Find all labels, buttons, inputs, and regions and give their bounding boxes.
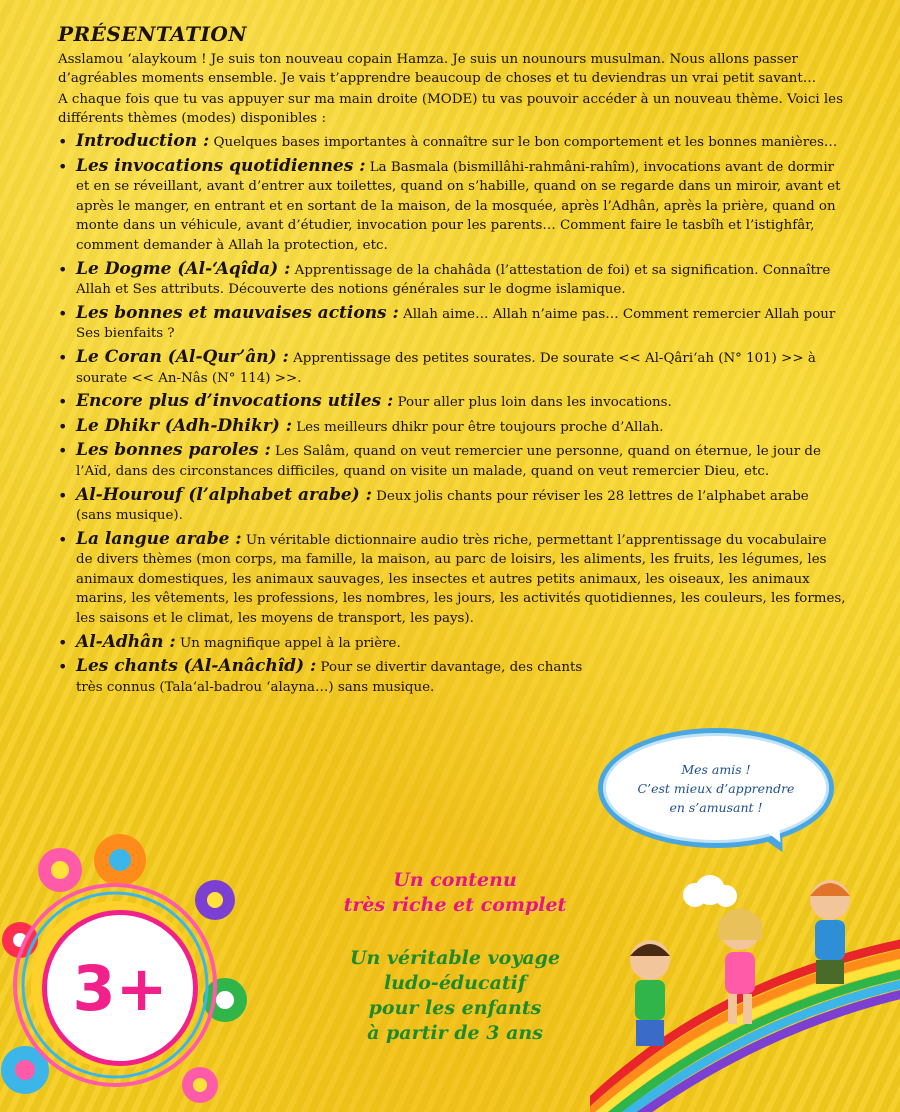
promo-line: ludo-éducatif	[383, 972, 527, 994]
bullet-icon: •	[58, 441, 68, 461]
theme-description: Les meilleurs dhikr pour être toujours proche d’Allah.	[291, 419, 664, 435]
theme-item	[58, 417, 846, 438]
theme-name: Al-Hourouf (l’alphabet arabe) :	[76, 484, 372, 505]
bullet-icon: •	[58, 657, 68, 677]
presentation-section	[58, 22, 846, 701]
theme-description: Apprentissage des petites sourates. De sourate << Al-Qâri‘ah (N° 101) >> à sourate << An-Nâs (N° 114) >>.	[76, 350, 816, 386]
intro-paragraph: A chaque fois que tu vas appuyer sur ma main droite (MODE) tu vas pouvoir accéder à un nouveau thème. Voici les différents thèmes (modes) disponibles :	[58, 92, 843, 126]
speech-line: Mes amis !	[681, 761, 751, 777]
theme-name: Les bonnes et mauvaises actions :	[76, 302, 399, 323]
theme-name: Les bonnes paroles :	[76, 440, 271, 461]
flower-icon	[195, 880, 235, 920]
theme-description: Les Salâm, quand on veut remercier une personne, quand on éternue, le jour de l’Aïd, dans des circonstances difficiles, quand on visite un malade, quand on veut remercier Dieu, etc.	[76, 444, 821, 479]
theme-description: Apprentissage de la chahâda (l’attestation de foi) et sa signification. Connaître Allah et Ses attributs. Découverte des notions générales sur le dogme islamique.	[76, 262, 831, 298]
theme-item	[58, 657, 606, 697]
theme-description: Allah aime… Allah n’aime pas… Comment remercier Allah pour Ses bienfaits ?	[76, 306, 836, 342]
theme-description: Deux jolis chants pour réviser les 28 lettres de l’alphabet arabe (sans musique).	[76, 488, 809, 524]
theme-name: Introduction :	[76, 131, 210, 151]
promo-pink	[290, 868, 620, 918]
theme-description: Un véritable dictionnaire audio très riche, permettant l’apprentissage du vocabulaire de divers thèmes (mon corps, ma famille, la maison, au parc de loisirs, les aliments, les fruits, les légumes, les animaux domestiques, les animaux sauvages, les insectes et autres petits animaux, les oiseaux, les animaux marins, les vêtements, les professions, les nombres, les jours, les activités quotidiennes, les couleurs, les formes, les saisons et le climat, les moyens de transport, les pays).	[76, 532, 846, 627]
bullet-icon: •	[58, 347, 68, 367]
cloud-icon	[683, 875, 737, 907]
theme-name: Le Coran (Al-Qur’ân) :	[76, 346, 289, 367]
theme-item	[58, 633, 846, 654]
themes-list	[58, 132, 846, 697]
theme-item	[58, 157, 846, 256]
promo-line: Un véritable voyage	[349, 947, 561, 969]
theme-name: Les chants (Al-Anâchîd) :	[76, 656, 317, 677]
promo-text	[290, 868, 620, 1046]
bullet-icon: •	[58, 303, 68, 323]
page-title: PRÉSENTATION	[58, 22, 248, 46]
bullet-icon: •	[58, 416, 68, 436]
theme-item	[58, 441, 846, 481]
flower-icon	[94, 834, 146, 886]
bullet-icon: •	[58, 156, 68, 176]
theme-description: Pour se divertir davantage, des chants très connus (Tala‘al-badrou ‘alayna…) sans musique.	[76, 660, 583, 695]
theme-item	[58, 348, 846, 388]
theme-description: Pour aller plus loin dans les invocations.	[393, 395, 672, 411]
boy-icon	[810, 880, 850, 984]
theme-name: La langue arabe :	[76, 528, 242, 549]
theme-item	[58, 260, 846, 300]
promo-line: Un contenu	[393, 869, 517, 891]
flower-icon	[182, 1067, 218, 1103]
theme-name: Al-Adhân :	[76, 631, 176, 652]
theme-item	[58, 132, 846, 153]
theme-description: Quelques bases importantes à connaître sur le bon comportement et les bonnes manières…	[209, 135, 838, 150]
speech-line: en s’amusant !	[669, 799, 763, 815]
boy-icon	[630, 940, 670, 1046]
promo-green	[290, 946, 620, 1046]
theme-name: Les invocations quotidiennes :	[76, 155, 366, 176]
age-badge: 3+	[42, 910, 198, 1066]
theme-name: Le Dhikr (Adh-Dhikr) :	[76, 415, 292, 436]
kids-rainbow-illustration	[590, 860, 900, 1112]
bullet-icon: •	[58, 132, 68, 151]
promo-line: pour les enfants	[368, 997, 542, 1019]
bullet-icon: •	[58, 259, 68, 279]
theme-item	[58, 530, 846, 629]
theme-item	[58, 486, 846, 526]
promo-line: à partir de 3 ans	[367, 1022, 543, 1044]
theme-name: Encore plus d’invocations utiles :	[76, 391, 394, 412]
bullet-icon: •	[58, 632, 68, 652]
flower-icon	[38, 848, 82, 892]
theme-item	[58, 304, 846, 344]
bullet-icon: •	[58, 485, 68, 505]
theme-name: Le Dogme (Al-‘Aqîda) :	[76, 258, 291, 279]
theme-item	[58, 392, 846, 413]
bullet-icon: •	[58, 529, 68, 549]
promo-line: très riche et complet	[343, 894, 567, 916]
bullet-icon: •	[58, 392, 68, 412]
intro-paragraph: Asslamou ‘alaykoum ! Je suis ton nouveau copain Hamza. Je suis un nounours musulman. Nous allons passer d’agréables moments ensemble. Je vais t’apprendre beaucoup de choses et tu deviendras un vrai petit savant…	[58, 52, 817, 86]
intro-text	[58, 50, 846, 128]
theme-description: Un magnifique appel à la prière.	[175, 635, 401, 651]
theme-description: La Basmala (bismillâhi-rahmâni-rahîm), invocations avant de dormir et en se réveillant, avant d’entrer aux toilettes, quand on s’habille, quand on se regarde dans un miroir, avant et après le manger, en entrant et en sortant de la maison, de la mosquée, après l’Adhân, après la prière, quand on monte dans un véhicule, avant d’étudier, invocation pour les parents… Comment faire le tasbîh et l’istighfâr, comment demander à Allah la protection, etc.	[76, 159, 841, 253]
speech-line: C’est mieux d’apprendre	[637, 780, 795, 796]
speech-bubble	[598, 728, 834, 848]
